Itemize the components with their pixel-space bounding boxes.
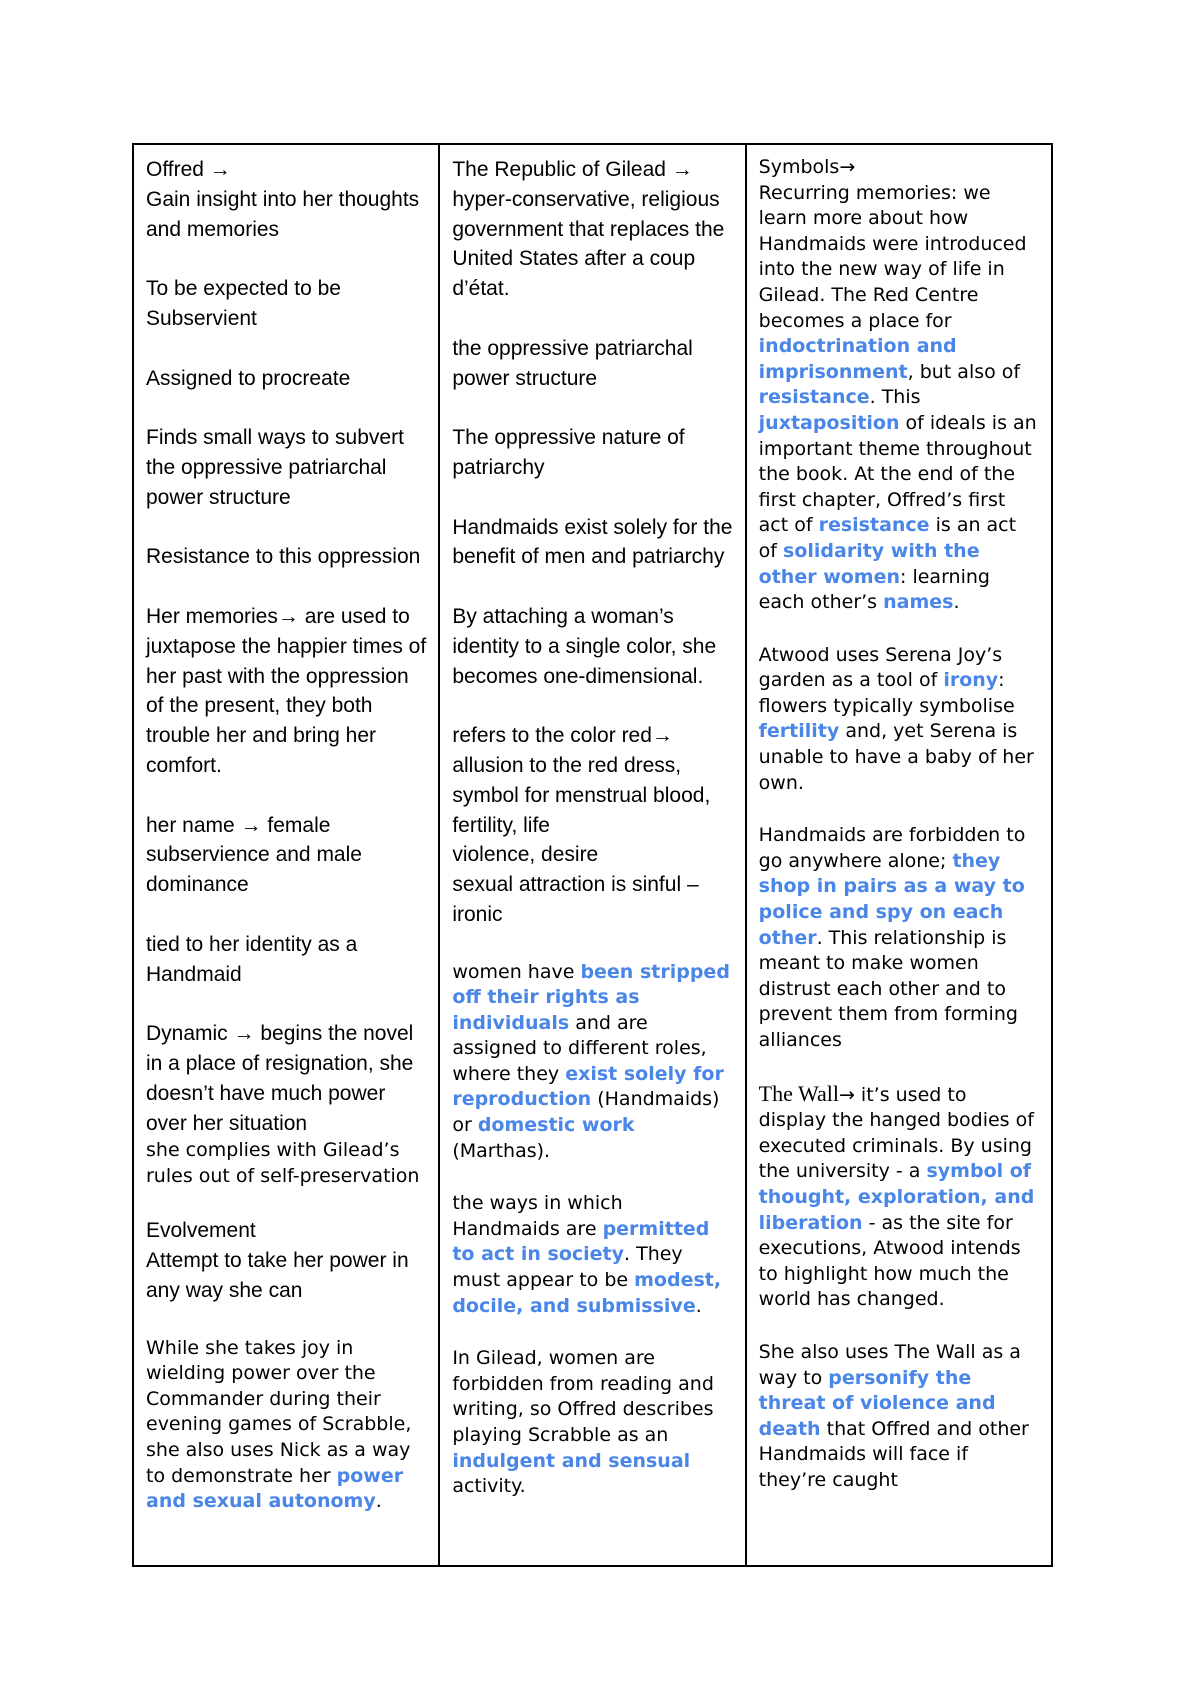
paragraph xyxy=(146,1138,426,1189)
highlighted-text: domestic work xyxy=(477,1114,635,1137)
text-run: Finds small ways to subvert the oppressive patriarchal power structure xyxy=(146,426,404,509)
text-run: her name → female subservience and male dominance xyxy=(146,813,362,897)
text-run: sexual attraction is sinful – ironic xyxy=(452,873,699,926)
paragraph xyxy=(452,602,732,691)
text-run: women have xyxy=(452,960,581,983)
text-run: complies with Gilead’s rules out of self-preservation xyxy=(146,1139,420,1187)
paragraph xyxy=(452,721,732,930)
highlighted-text: names xyxy=(883,591,954,614)
paragraph xyxy=(146,811,426,900)
highlighted-text: exist solely for reproduction xyxy=(452,1062,724,1111)
text-run: that Offred and other Handmaids will face if they’re caught xyxy=(758,1417,1029,1491)
text-run: → it’s used to display the hanged bodies of executed criminals. By using the university - a xyxy=(758,1083,1034,1183)
text-run: of ideals is an important theme throughout the book. At the end of the first chapter, Offred’s first act of xyxy=(758,411,1037,537)
paragraph xyxy=(759,1081,1039,1313)
text-run: the ways in which Handmaids are xyxy=(452,1192,623,1240)
highlighted-text: irony xyxy=(943,669,999,692)
text-run: : learning each other’s xyxy=(758,565,990,614)
text-run: The Republic of Gilead → hyper-conservative, religious government that replaces the United States after a coup d’état. xyxy=(452,158,725,301)
paragraph xyxy=(452,1346,732,1500)
highlighted-text: modest, docile, and submissive xyxy=(452,1269,722,1317)
text-run: In Gilead, women are forbidden from reading and writing, so Offred describes playing Scrabble as an xyxy=(452,1347,714,1447)
text-run: and, yet Serena is unable to have a baby of her own. xyxy=(758,720,1034,794)
text-run: and are assigned to different roles, where they xyxy=(452,1011,707,1085)
text-run: - as the site for executions, Atwood intends to highlight how much the world has changed. xyxy=(758,1211,1021,1311)
notes-table xyxy=(132,143,1053,1567)
highlighted-text: fertility xyxy=(758,720,840,743)
text-run: Symbols→ xyxy=(758,156,856,178)
text-run: Dynamic → begins the novel in a place of resignation, she doesn’t have much power over her situation xyxy=(146,1022,414,1135)
text-run: By attaching a woman’s identity to a single color, she becomes one-dimensional. xyxy=(452,604,717,688)
text-run: Gain insight into her thoughts and memories xyxy=(146,187,420,241)
paragraph xyxy=(759,643,1039,797)
text-run: . xyxy=(953,591,960,614)
text-run: , but also of xyxy=(907,360,1021,383)
table-row xyxy=(133,144,1052,1566)
text-run: the oppressive patriarchal power structure xyxy=(452,336,693,390)
text-run: Evolvement xyxy=(146,1219,256,1243)
text-run: To be expected to be Subservient xyxy=(146,277,341,330)
text-run: refers to the color red→ allusion to the red dress, symbol for menstrual blood, fertility, life xyxy=(452,724,711,837)
paragraph xyxy=(759,1340,1039,1494)
text-run: Handmaids exist solely for the benefit of men and patriarchy xyxy=(452,515,733,569)
paragraph xyxy=(146,1216,426,1305)
text-run: she xyxy=(146,1139,180,1162)
paragraph xyxy=(146,542,426,572)
paragraph xyxy=(452,513,732,573)
text-run: Recurring memories: we learn more about how Handmaids were introduced into the new way of life in Gilead. The Red Centre becomes a place for xyxy=(758,181,1027,332)
paragraph xyxy=(759,155,1039,616)
text-run: Attempt to take her power in any way she can xyxy=(146,1249,409,1303)
text-run: (Handmaids) or xyxy=(452,1088,720,1137)
text-run: . This xyxy=(869,386,921,409)
paragraph xyxy=(759,823,1039,1053)
highlighted-text: juxtaposition xyxy=(758,411,900,434)
text-run: activity. xyxy=(452,1475,526,1498)
text-run: Assigned to procreate xyxy=(146,366,351,390)
highlighted-text: power and sexual autonomy xyxy=(146,1464,404,1513)
highlighted-text: resistance xyxy=(818,514,930,537)
paragraph xyxy=(146,274,426,334)
paragraph xyxy=(452,423,732,483)
paragraph xyxy=(146,1336,426,1515)
highlighted-text: been stripped off their rights as individuals xyxy=(452,960,730,1034)
highlighted-text: personify the threat of violence and death xyxy=(758,1366,996,1440)
paragraph xyxy=(452,334,732,394)
highlighted-text: solidarity with the other women xyxy=(758,539,980,588)
highlighted-text: they shop in pairs as a way to police and spy on each other xyxy=(758,849,1025,949)
text-run: (Marthas). xyxy=(452,1139,551,1162)
gilead-column xyxy=(439,144,745,1566)
text-run: is an act of xyxy=(758,514,1017,562)
paragraph xyxy=(146,1019,426,1138)
text-run: Offred → xyxy=(146,158,231,181)
offred-column xyxy=(133,144,439,1566)
text-run: . This relationship is meant to make women distrust each other and to prevent them from forming alliances xyxy=(758,926,1018,1051)
text-run: . They must appear to be xyxy=(452,1243,683,1292)
paragraph xyxy=(146,423,426,512)
text-run: The Wall xyxy=(758,1080,839,1106)
highlighted-text: resistance xyxy=(758,386,870,409)
text-run: Atwood uses Serena Joy’s garden as a tool of xyxy=(758,643,1003,692)
paragraph xyxy=(146,364,426,394)
paragraph xyxy=(452,155,732,304)
text-run: Handmaids are forbidden to go anywhere alone; xyxy=(758,824,1026,872)
paragraph xyxy=(146,930,426,990)
text-run: The oppressive nature of patriarchy xyxy=(452,426,685,479)
text-run: . xyxy=(375,1490,382,1513)
paragraph xyxy=(146,155,426,244)
highlighted-text: permitted to act in society xyxy=(452,1217,710,1266)
text-run: Resistance to this oppression xyxy=(146,545,421,569)
paragraph xyxy=(146,602,426,781)
highlighted-text: indoctrination and imprisonment xyxy=(758,335,957,383)
text-run: . xyxy=(695,1294,702,1317)
symbols-column xyxy=(746,144,1052,1566)
paragraph xyxy=(452,1191,732,1319)
text-run: While she takes joy in wielding power over the Commander during their evening games of Scrabble, she also uses Nick as a way to demonstrate her xyxy=(146,1336,412,1487)
text-run: : flowers typically symbolise xyxy=(758,669,1015,717)
paragraph xyxy=(452,960,732,1165)
highlighted-text: indulgent and sensual xyxy=(452,1449,691,1472)
highlighted-text: symbol of thought, exploration, and liberation xyxy=(758,1160,1035,1234)
text-run: Her memories→ are used to juxtapose the happier times of her past with the oppression of the present, they both trouble her and bring her comfort. xyxy=(146,604,427,777)
text-run: tied to her identity as a Handmaid xyxy=(146,932,358,986)
text-run: violence, desire xyxy=(452,843,599,867)
text-run: She also uses The Wall as a way to xyxy=(758,1340,1021,1389)
